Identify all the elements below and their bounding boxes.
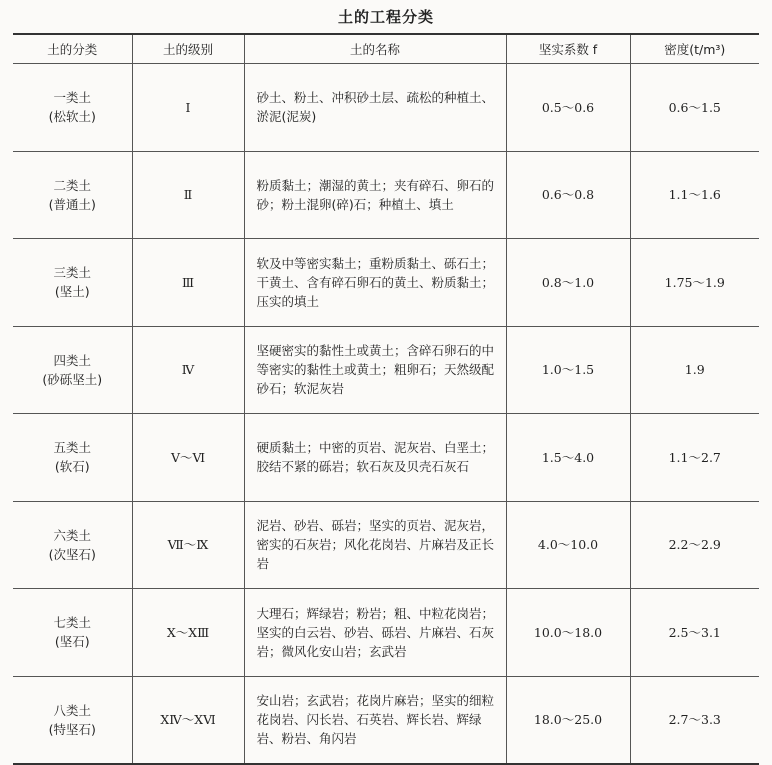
soil-name: 安山岩；玄武岩；花岗片麻岩；坚实的细粒花岗岩、闪长岩、石英岩、辉长岩、辉绿岩、粉岩、角闪岩	[244, 676, 506, 764]
soil-grade: Ⅰ	[132, 64, 244, 152]
soil-class: 五类土	[53, 440, 91, 456]
firmness-coefficient: 0.5～0.6	[506, 64, 630, 152]
soil-class: 四类土	[53, 352, 91, 368]
soil-class-alias: (次坚石)	[48, 546, 96, 562]
soil-class-alias: (普通土)	[48, 196, 96, 212]
soil-class-cell	[13, 501, 132, 589]
table-header-row	[13, 34, 759, 64]
soil-class: 六类土	[53, 527, 91, 543]
soil-grade: Ⅳ	[132, 326, 244, 414]
soil-class-cell	[13, 151, 132, 239]
soil-grade: Ⅹ～ⅩⅢ	[132, 589, 244, 677]
density: 0.6～1.5	[630, 64, 759, 152]
soil-class: 三类土	[53, 265, 91, 281]
firmness-coefficient: 4.0～10.0	[506, 501, 630, 589]
soil-name: 大理石；辉绿岩；粉岩；粗、中粒花岗岩；坚实的白云岩、砂岩、砾岩、片麻岩、石灰岩；微风化安山岩；玄武岩	[244, 589, 506, 677]
soil-name: 砂土、粉土、冲积砂土层、疏松的种植土、淤泥(泥炭)	[244, 64, 506, 152]
density: 1.1～1.6	[630, 151, 759, 239]
firmness-coefficient: 1.0～1.5	[506, 326, 630, 414]
soil-grade: Ⅶ～Ⅸ	[132, 501, 244, 589]
soil-class-alias: (特坚石)	[48, 721, 96, 737]
soil-class-cell	[13, 326, 132, 414]
firmness-coefficient: 18.0～25.0	[506, 676, 630, 764]
soil-grade: Ⅲ	[132, 239, 244, 327]
density: 1.75～1.9	[630, 239, 759, 327]
firmness-coefficient: 1.5～4.0	[506, 414, 630, 502]
table-row	[13, 589, 759, 677]
soil-class-alias: (松软土)	[48, 109, 96, 125]
density: 2.2～2.9	[630, 501, 759, 589]
density: 1.9	[630, 326, 759, 414]
soil-class-alias: (坚石)	[54, 634, 90, 650]
firmness-coefficient: 0.8～1.0	[506, 239, 630, 327]
density: 2.5～3.1	[630, 589, 759, 677]
soil-class: 七类土	[53, 615, 91, 631]
header-cell: 土的名称	[244, 34, 506, 64]
soil-class-cell	[13, 676, 132, 764]
soil-class-alias: (软石)	[54, 459, 90, 475]
table-row	[13, 239, 759, 327]
table-row	[13, 326, 759, 414]
page-title: 土的工程分类	[337, 8, 434, 26]
soil-class: 八类土	[53, 702, 91, 718]
header-cell: 密度(t/m³)	[630, 34, 759, 64]
firmness-coefficient: 0.6～0.8	[506, 151, 630, 239]
table-row	[13, 501, 759, 589]
density: 2.7～3.3	[630, 676, 759, 764]
soil-classification-table	[13, 33, 759, 765]
table-row	[13, 151, 759, 239]
soil-class-alias: (坚土)	[54, 284, 90, 300]
soil-name: 坚硬密实的黏性土或黄土；含碎石卵石的中等密实的黏性土或黄土；粗卵石；天然级配砂石；软泥灰岩	[244, 326, 506, 414]
table-row	[13, 676, 759, 764]
header-cell: 土的分类	[13, 34, 132, 64]
density: 1.1～2.7	[630, 414, 759, 502]
soil-class-cell	[13, 239, 132, 327]
soil-grade: Ⅴ～Ⅵ	[132, 414, 244, 502]
soil-class-cell	[13, 589, 132, 677]
table-row	[13, 64, 759, 152]
soil-name: 硬质黏土；中密的页岩、泥灰岩、白垩土；胶结不紧的砾岩；软石灰及贝壳石灰石	[244, 414, 506, 502]
table-row	[13, 414, 759, 502]
soil-class-cell	[13, 64, 132, 152]
firmness-coefficient: 10.0～18.0	[506, 589, 630, 677]
soil-name: 泥岩、砂岩、砾岩；坚实的页岩、泥灰岩，密实的石灰岩；风化花岗岩、片麻岩及正长岩	[244, 501, 506, 589]
header-cell: 土的级别	[132, 34, 244, 64]
soil-grade: ⅩⅣ～ⅩⅥ	[132, 676, 244, 764]
soil-class-alias: (砂砾坚土)	[42, 371, 103, 387]
soil-class: 二类土	[53, 177, 91, 193]
soil-name: 软及中等密实黏土；重粉质黏土、砾石土；干黄土、含有碎石卵石的黄土、粉质黏土；压实的填土	[244, 239, 506, 327]
soil-class-cell	[13, 414, 132, 502]
header-cell: 坚实系数 f	[506, 34, 630, 64]
soil-class: 一类土	[53, 90, 91, 106]
soil-name: 粉质黏土；潮湿的黄土；夹有碎石、卵石的砂；粉土混卵(碎)石；种植土、填土	[244, 151, 506, 239]
soil-grade: Ⅱ	[132, 151, 244, 239]
